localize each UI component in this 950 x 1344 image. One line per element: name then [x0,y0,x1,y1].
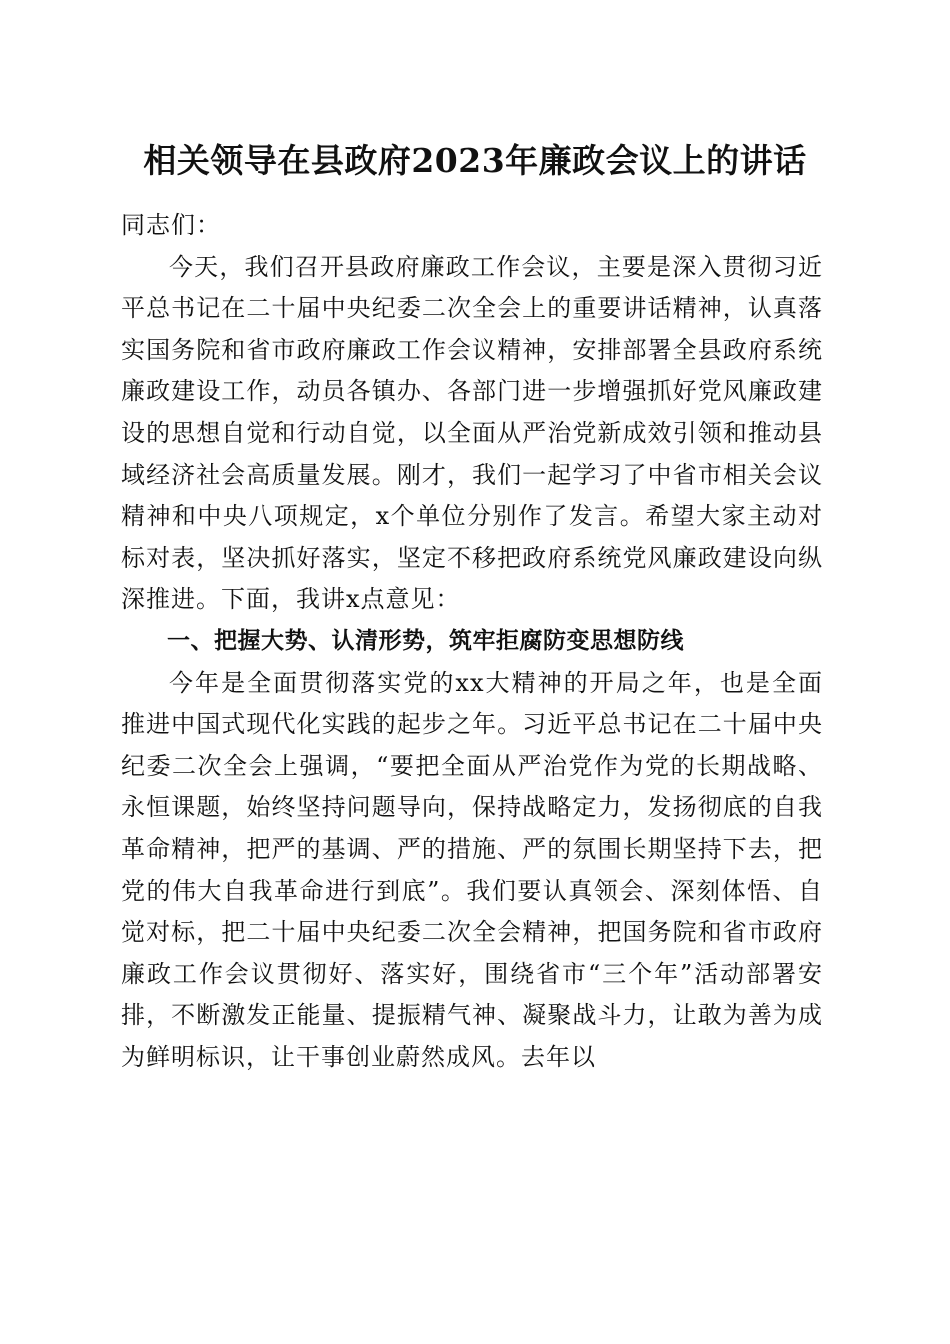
section-heading-1: 一、把握大势、认清形势，筑牢拒腐防变思想防线 [167,627,684,654]
salutation: 同志们： [121,211,221,239]
opening-paragraph: 今天，我们召开县政府廉政工作会议，主要是深入贯彻习近平总书记在二十届中央纪委二次全会上的重要讲话精神，认真落实国务院和省市政府廉政工作会议精神，安排部署全县政府系统廉政建设工作，动员各镇办、各部门进一步增强抓好党风廉政建设的思想自觉和行动自觉，以全面从严治党新成效引领和推动县域经济社会高质量发展。刚才，我们一起学习了中省市相关会议精神和中央八项规定，x个单位分别作了发言。希望大家主动对标对表，坚决抓好落实，坚定不移把政府系统党风廉政建设向纵深推进。下面，我讲x点意见： [121,252,823,614]
document-title: 相关领导在县政府2023年廉政会议上的讲话 [143,141,807,180]
section-paragraph-1: 今年是全面贯彻落实党的xx大精神的开局之年，也是全面推进中国式现代化实践的起步之年。习近平总书记在二十届中央纪委二次全会上强调，“要把全面从严治党作为党的长期战略、永恒课题，始终坚持问题导向，保持战略定力，发扬彻底的自我革命精神，把严的基调、严的措施、严的氛围长期坚持下去，把党的伟大自我革命进行到底”。我们要认真领会、深刻体悟、自觉对标，把二十届中央纪委二次全会精神，把国务院和省市政府廉政工作会议贯彻好、落实好，围绕省市“三个年”活动部署安排，不断激发正能量、提振精气神、凝聚战斗力，让敢为善为成为鲜明标识，让干事创业蔚然成风。去年以 [121,668,823,1071]
document-body [121,205,823,1078]
